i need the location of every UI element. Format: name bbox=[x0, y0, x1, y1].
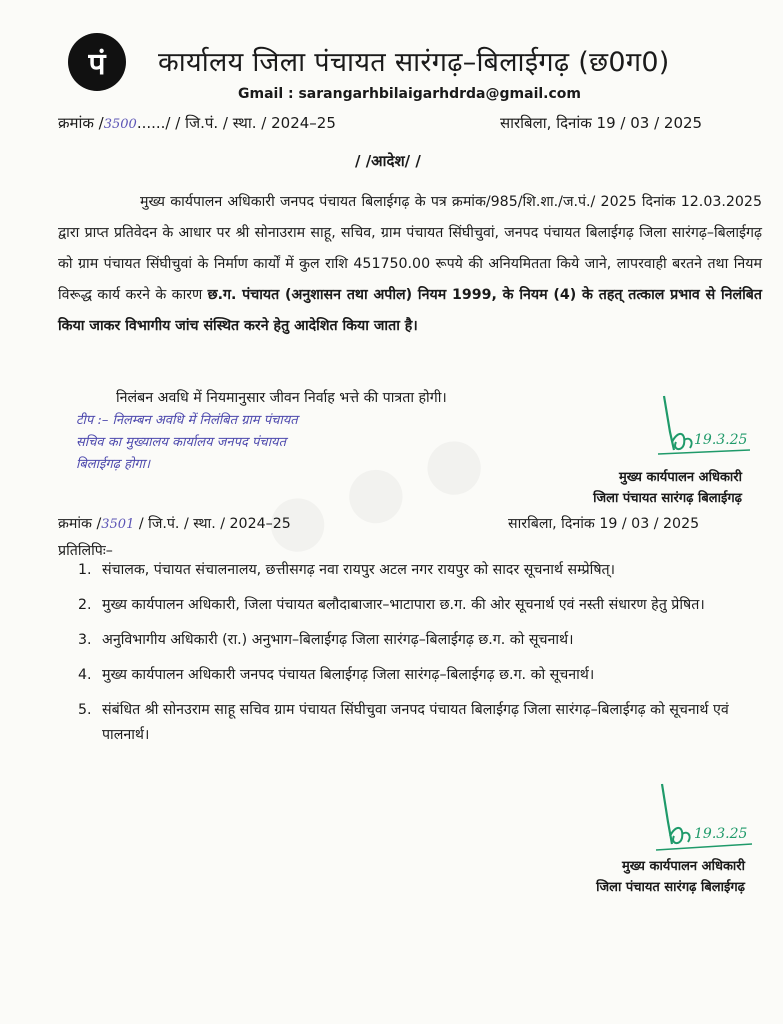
svg-text:19.3.25: 19.3.25 bbox=[694, 432, 748, 448]
panchayat-logo-icon: पं bbox=[68, 33, 126, 91]
copy-list bbox=[58, 558, 748, 758]
signatory-block-1: मुख्य कार्यपालन अधिकारी जिला पंचायत सारंगढ़ बिलाईगढ़ bbox=[593, 470, 742, 506]
list-item: 2. मुख्य कार्यपालन अधिकारी, जिला पंचायत बलौदाबाजार–भाटापारा छ.ग. की ओर सूचनार्थ एवं नस्ती संधारण हेतु प्रेषित। bbox=[78, 597, 705, 613]
handwritten-ref-number: 3500 bbox=[103, 117, 137, 132]
list-item: 3. अनुविभागीय अधिकारी (रा.) अनुभाग–बिलाईगढ़ जिला सारंगढ़–बिलाईगढ़ छ.ग. को सूचनार्थ। bbox=[78, 632, 574, 648]
order-body: मुख्य कार्यपालन अधिकारी जनपद पंचायत बिलाईगढ़ के पत्र क्रमांक/985/शि.शा./ज.पं./ 2025 दिनांक 12.03.2025 द्वारा प्राप्त प्रतिवेदन के आधार पर श्री सोनाउराम साहू, सचिव, ग्राम पंचायत सिंघीचुवां, जनपद पंचायत बिलाईगढ़ जिला सारंगढ़–बिलाईगढ़ को ग्राम पंचायत सिंघीचुवां के निर्माण कार्यों में कुल राशि 451750.00 रूपये की अनियमितता किये जाने, लापरवाही बरतने तथा नियम विरूद्ध कार्य करने के कारण छ.ग. पंचायत (अनुशासन तथा अपील) नियम 1999, के नियम (4) के तहत् तत्काल प्रभाव से निलंबित किया जाकर विभागीय जांच संस्थित करने हेतु आदेशित किया जाता है। bbox=[58, 194, 762, 334]
reference-number-2: क्रमांक /3501 / जि.पं. / स्था. / 2024–25 bbox=[58, 516, 291, 532]
reference-number-1: क्रमांक /3500....../ / जि.पं. / स्था. / 2024–25 bbox=[58, 114, 336, 132]
signature-2-icon bbox=[648, 778, 768, 858]
copy-label: प्रतिलिपिः– bbox=[58, 543, 113, 559]
office-email: Gmail : sarangarhbilaigarhdrda@gmail.com bbox=[238, 86, 581, 102]
office-title: कार्यालय जिला पंचायत सारंगढ़–बिलाईगढ़ (छ0ग0) bbox=[158, 47, 670, 78]
place-date-1: सारबिला, दिनांक 19 / 03 / 2025 bbox=[500, 114, 703, 132]
place-date-2: सारबिला, दिनांक 19 / 03 / 2025 bbox=[508, 516, 700, 532]
signature-1-icon bbox=[650, 392, 765, 460]
list-item: 4. मुख्य कार्यपालन अधिकारी जनपद पंचायत बिलाईगढ़ जिला सारंगढ़–बिलाईगढ़ छ.ग. को सूचनार्थ। bbox=[78, 667, 595, 683]
allowance-line: निलंबन अवधि में नियमानुसार जीवन निर्वाह भत्ते की पात्रता होगी। bbox=[116, 390, 447, 406]
handwritten-note: टीप :– निलम्बन अवधि में निलंबित ग्राम पंचायत सचिव का मुख्यालय कार्यालय जनपद पंचायत बिलाईगढ़ होगा। bbox=[76, 413, 298, 472]
svg-text:19.3.25: 19.3.25 bbox=[694, 826, 748, 842]
list-item: 1. संचालक, पंचायत संचालनालय, छत्तीसगढ़ नवा रायपुर अटल नगर रायपुर को सादर सूचनार्थ सम्प्रेषित्। bbox=[78, 562, 616, 578]
list-item: 5. संबंधित श्री सोनउराम साहू सचिव ग्राम पंचायत सिंघीचुवा जनपद पंचायत बिलाईगढ़ जिला सारंगढ़–बिलाईगढ़ को सूचनार्थ एवं पालनार्थ। bbox=[78, 702, 729, 743]
handwritten-ref-number-2: 3501 bbox=[101, 517, 135, 532]
order-heading: / /आदेश/ / bbox=[355, 152, 421, 170]
signatory-block-2: मुख्य कार्यपालन अधिकारी जिला पंचायत सारंगढ़ बिलाईगढ़ bbox=[596, 859, 745, 895]
